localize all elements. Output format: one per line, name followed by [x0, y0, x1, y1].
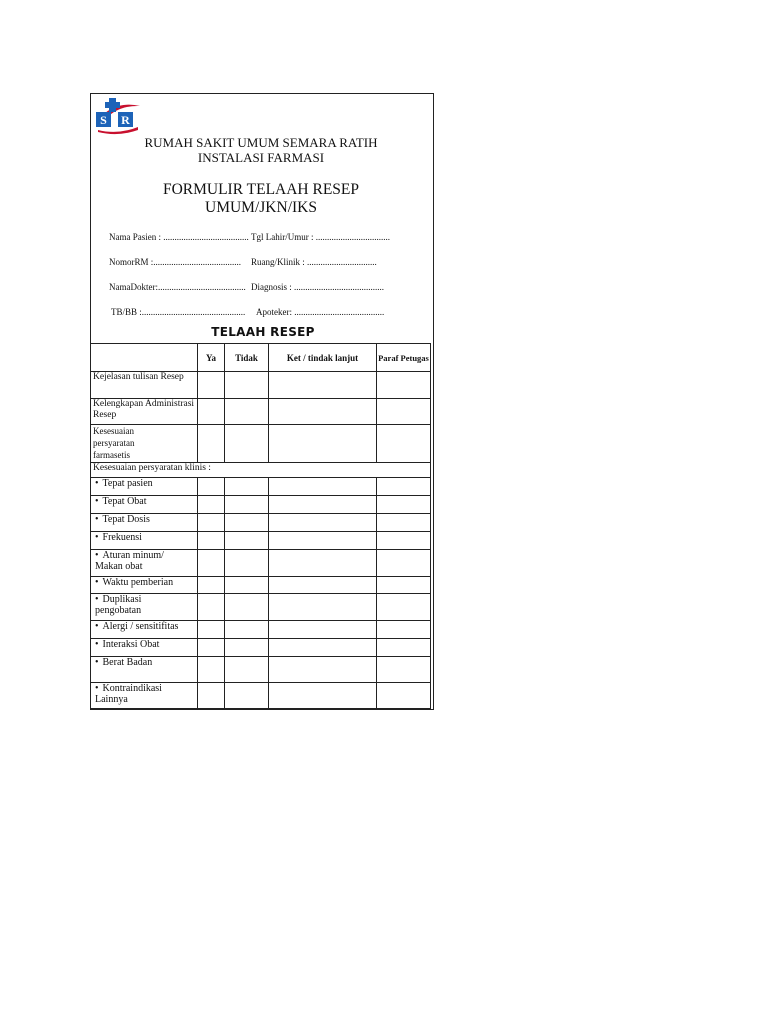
cell-tidak[interactable]: [225, 594, 269, 621]
birthdate-age-field[interactable]: Tgl Lahir/Umur : .................................: [251, 232, 390, 242]
row-label: • Tepat Obat: [91, 496, 198, 514]
row-label: • Frekuensi: [91, 532, 198, 550]
patient-name-field[interactable]: Nama Pasien : ......................................: [109, 232, 249, 242]
table-row: [91, 399, 431, 425]
department-name: INSTALASI FARMASI: [197, 150, 325, 165]
svg-text:R: R: [121, 113, 130, 127]
cell-ya[interactable]: [198, 621, 225, 639]
cell-paraf[interactable]: [377, 621, 431, 639]
cell-paraf[interactable]: [377, 577, 431, 594]
cell-paraf[interactable]: [377, 532, 431, 550]
review-table: [90, 343, 431, 709]
table-row: [91, 425, 431, 463]
cell-tidak[interactable]: [225, 372, 269, 399]
hospital-name: RUMAH SAKIT UMUM SEMARA RATIH: [144, 135, 378, 150]
table-row: [91, 550, 431, 577]
cell-tidak[interactable]: [225, 550, 269, 577]
cell-keterangan[interactable]: [269, 577, 377, 594]
row-label: Kesesuaian persyaratan farmasetis: [91, 425, 198, 463]
cell-ya[interactable]: [198, 399, 225, 425]
cell-paraf[interactable]: [377, 639, 431, 657]
cell-keterangan[interactable]: [269, 532, 377, 550]
cell-tidak[interactable]: [225, 399, 269, 425]
table-row: [91, 496, 431, 514]
table-row: [91, 463, 431, 478]
cell-keterangan[interactable]: [269, 683, 377, 709]
cell-paraf[interactable]: [377, 478, 431, 496]
cell-paraf[interactable]: [377, 496, 431, 514]
row-label: Kejelasan tulisan Resep: [91, 372, 198, 399]
cell-ya[interactable]: [198, 683, 225, 709]
cell-tidak[interactable]: [225, 425, 269, 463]
room-clinic-field[interactable]: Ruang/Klinik : ...............................: [251, 257, 377, 267]
diagnosis-field[interactable]: Diagnosis : ........................................: [251, 282, 385, 292]
cell-ya[interactable]: [198, 425, 225, 463]
row-label: • Berat Badan: [91, 657, 198, 683]
cell-paraf[interactable]: [377, 399, 431, 425]
cell-paraf[interactable]: [377, 594, 431, 621]
table-row: [91, 532, 431, 550]
row-label: • Interaksi Obat: [91, 639, 198, 657]
cell-paraf[interactable]: [377, 657, 431, 683]
cell-ya[interactable]: [198, 372, 225, 399]
table-row: [91, 514, 431, 532]
cell-keterangan[interactable]: [269, 496, 377, 514]
header-keterangan: Ket / tindak lanjut: [269, 344, 377, 372]
medical-record-field[interactable]: NomorRM :.......................................: [109, 257, 242, 267]
svg-text:S: S: [100, 113, 107, 127]
cell-tidak[interactable]: [225, 478, 269, 496]
table-row: [91, 683, 431, 709]
pharmacist-field[interactable]: Apoteker: ........................................: [256, 307, 385, 317]
row-label: • Tepat pasien: [91, 478, 198, 496]
row-label: • Tepat Dosis: [91, 514, 198, 532]
header-criteria: [91, 344, 198, 372]
cell-ya[interactable]: [198, 532, 225, 550]
cell-tidak[interactable]: [225, 496, 269, 514]
cell-keterangan[interactable]: [269, 372, 377, 399]
cell-keterangan[interactable]: [269, 657, 377, 683]
header-tidak: Tidak: [225, 344, 269, 372]
cell-keterangan[interactable]: [269, 621, 377, 639]
hospital-logo: [94, 97, 142, 135]
table-row: [91, 478, 431, 496]
cell-paraf[interactable]: [377, 514, 431, 532]
cell-keterangan[interactable]: [269, 550, 377, 577]
prescription-review-form: [90, 93, 434, 710]
cell-ya[interactable]: [198, 550, 225, 577]
cell-paraf[interactable]: [377, 425, 431, 463]
table-row: [91, 372, 431, 399]
cell-ya[interactable]: [198, 577, 225, 594]
cell-tidak[interactable]: [225, 657, 269, 683]
cell-tidak[interactable]: [225, 621, 269, 639]
header-paraf: Paraf Petugas: [377, 344, 431, 372]
cell-keterangan[interactable]: [269, 514, 377, 532]
cell-paraf[interactable]: [377, 372, 431, 399]
cell-ya[interactable]: [198, 496, 225, 514]
cell-keterangan[interactable]: [269, 425, 377, 463]
cell-ya[interactable]: [198, 639, 225, 657]
doctor-name-field[interactable]: NamaDokter:.......................................: [109, 282, 246, 292]
table-row: [91, 594, 431, 621]
row-label: • Waktu pemberian: [91, 577, 198, 594]
table-row: [91, 657, 431, 683]
table-row: [91, 577, 431, 594]
cell-tidak[interactable]: [225, 577, 269, 594]
row-label: • Alergi / sensitifitas: [91, 621, 198, 639]
table-row: [91, 639, 431, 657]
form-title: FORMULIR TELAAH RESEP: [162, 181, 360, 198]
table-header-row: [91, 344, 431, 372]
row-label: Kelengkapan Administrasi Resep: [91, 399, 198, 425]
header-ya: Ya: [198, 344, 225, 372]
cell-ya[interactable]: [198, 514, 225, 532]
cell-ya[interactable]: [198, 657, 225, 683]
form-subtitle: UMUM/JKN/IKS: [205, 199, 317, 216]
cell-tidak[interactable]: [225, 639, 269, 657]
cell-paraf[interactable]: [377, 550, 431, 577]
cell-keterangan[interactable]: [269, 399, 377, 425]
cell-keterangan[interactable]: [269, 478, 377, 496]
row-label: • Aturan minum/ Makan obat: [91, 550, 198, 577]
cell-tidak[interactable]: [225, 683, 269, 709]
cell-ya[interactable]: [198, 478, 225, 496]
height-weight-field[interactable]: TB/BB :..............................................: [111, 307, 246, 317]
cell-keterangan[interactable]: [269, 594, 377, 621]
row-label: • Kontraindikasi Lainnya: [91, 683, 198, 709]
cell-tidak[interactable]: [225, 532, 269, 550]
clinical-section-label: Kesesuaian persyaratan klinis :: [91, 463, 431, 478]
cell-paraf[interactable]: [377, 683, 431, 709]
cell-keterangan[interactable]: [269, 639, 377, 657]
cell-tidak[interactable]: [225, 514, 269, 532]
row-label: • Duplikasi pengobatan: [91, 594, 198, 621]
section-title: TELAAH RESEP: [211, 325, 315, 339]
table-row: [91, 621, 431, 639]
cell-ya[interactable]: [198, 594, 225, 621]
